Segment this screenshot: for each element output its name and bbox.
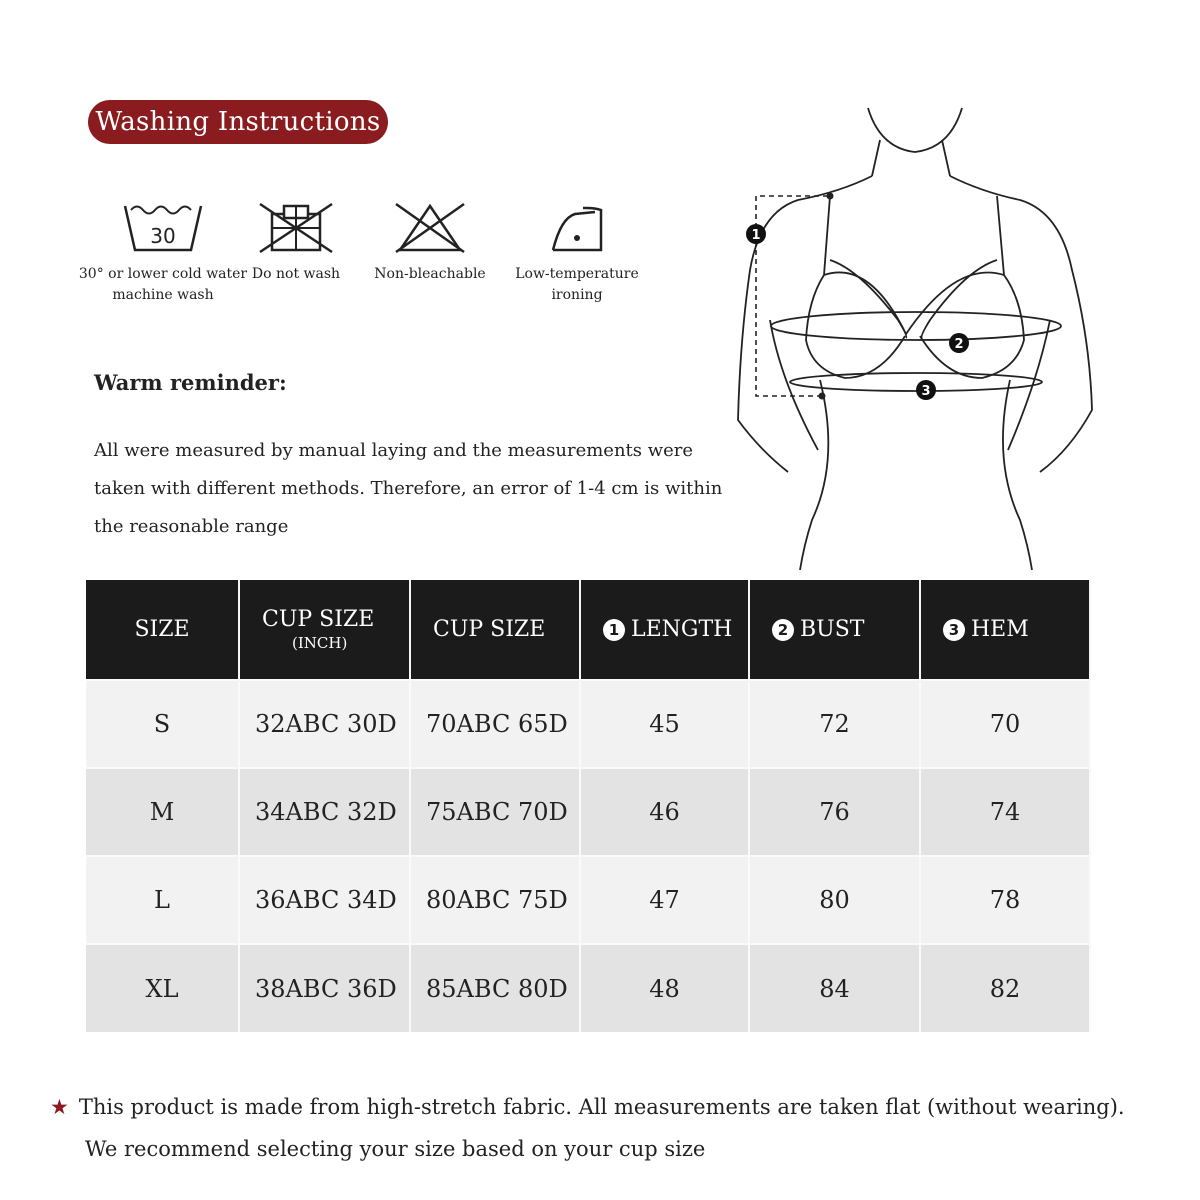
header-cup-size: CUP SIZE [410, 580, 580, 680]
body-measurement-figure [720, 100, 1120, 570]
do-not-wash-icon [254, 200, 338, 254]
footnote-line-2: We recommend selecting your size based on your cup size [85, 1137, 706, 1161]
length-guide [756, 196, 828, 396]
body-outline [738, 108, 1092, 570]
footnote-line-1: This product is made from high-stretch fabric. All measurements are taken flat (without wearing). [78, 1095, 1125, 1119]
svg-text:3: 3 [921, 384, 931, 399]
cell-cup: 85ABC 80D [410, 944, 580, 1032]
table-row [86, 768, 1090, 856]
wash-temp-label: 30 [150, 224, 176, 248]
cell-bust: 72 [749, 680, 920, 768]
svg-text:1: 1 [751, 228, 761, 243]
header-size: SIZE [86, 580, 239, 680]
header-length: 1 LENGTH [580, 580, 749, 680]
cell-hem: 70 [920, 680, 1090, 768]
low-iron-icon [535, 200, 619, 254]
table-row [86, 856, 1090, 944]
cell-bust: 80 [749, 856, 920, 944]
care-label-machine-wash: 30° or lower cold water machine wash [78, 266, 248, 303]
cell-bust: 84 [749, 944, 920, 1032]
cell-cup-inch: 36ABC 34D [239, 856, 410, 944]
cell-length: 45 [580, 680, 749, 768]
size-chart-table [86, 580, 1091, 1032]
cell-size: XL [86, 944, 239, 1032]
cell-cup-inch: 38ABC 36D [239, 944, 410, 1032]
cell-bust: 76 [749, 768, 920, 856]
header-hem: 3 HEM [920, 580, 1090, 680]
cell-size: M [86, 768, 239, 856]
cell-hem: 74 [920, 768, 1090, 856]
cell-cup: 80ABC 75D [410, 856, 580, 944]
table-row [86, 680, 1090, 768]
cell-length: 47 [580, 856, 749, 944]
cell-size: L [86, 856, 239, 944]
table-header-row [86, 580, 1090, 680]
machine-wash-30-icon [121, 200, 205, 254]
table-row [86, 944, 1090, 1032]
cell-cup-inch: 34ABC 32D [239, 768, 410, 856]
svg-text:2: 2 [954, 337, 964, 352]
care-item-non-bleach [345, 200, 515, 285]
cell-cup: 75ABC 70D [410, 768, 580, 856]
cell-length: 48 [580, 944, 749, 1032]
reminder-text: All were measured by manual laying and the measurements were taken with different methods. Therefore, an error of 1-4 cm is within the reasonable range [94, 440, 723, 537]
care-label-non-bleach: Non-bleachable [374, 266, 486, 282]
care-item-low-iron [492, 200, 662, 306]
cell-cup: 70ABC 65D [410, 680, 580, 768]
footnote [50, 1086, 1170, 1170]
cell-hem: 82 [920, 944, 1090, 1032]
cell-size: S [86, 680, 239, 768]
cell-hem: 78 [920, 856, 1090, 944]
star-icon: ★ [50, 1095, 69, 1119]
header-bust: 2 BUST [749, 580, 920, 680]
header-cup-size-inch: CUP SIZE (INCH) [239, 580, 410, 680]
cell-length: 46 [580, 768, 749, 856]
cell-cup-inch: 32ABC 30D [239, 680, 410, 768]
care-label-low-iron: Low-temperature ironing [515, 266, 639, 303]
care-label-do-not-wash: Do not wash [251, 266, 341, 282]
non-bleach-icon [388, 200, 472, 254]
reminder-title: Warm reminder: [94, 370, 287, 395]
washing-instructions-badge: Washing Instructions [88, 100, 388, 144]
